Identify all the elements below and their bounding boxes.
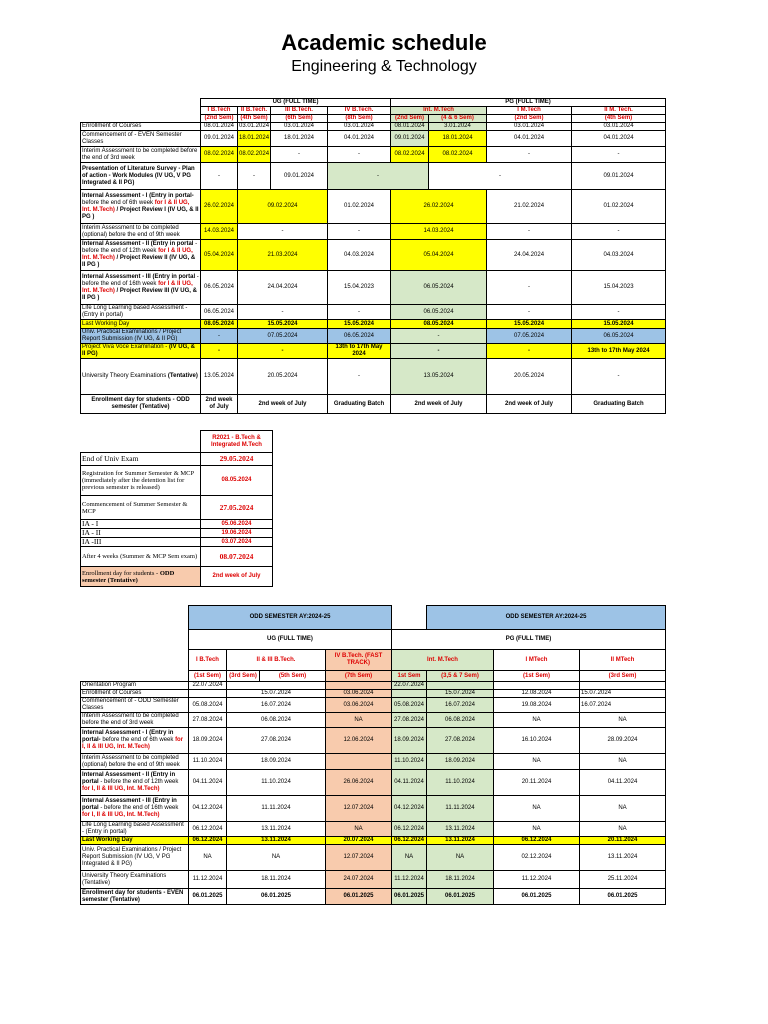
page-title: Academic schedule bbox=[281, 30, 487, 55]
row-label: Project Viva Voce Examination - (IV UG, & II PG) bbox=[81, 344, 201, 359]
cell: 18.11.2024 bbox=[227, 871, 326, 889]
col-header: II & III B.Tech. bbox=[227, 650, 326, 671]
cell: - bbox=[391, 344, 487, 359]
cell: NA bbox=[580, 822, 666, 837]
cell: 08.01.2024 bbox=[201, 123, 238, 131]
cell: NA bbox=[494, 822, 580, 837]
cell: 22.07.2024 bbox=[189, 682, 227, 690]
sem-header: 1st Sem bbox=[392, 671, 427, 682]
cell: NA bbox=[326, 713, 392, 728]
cell: 11.10.2024 bbox=[227, 770, 326, 796]
cell: 18.09.2024 bbox=[189, 728, 227, 754]
cell: 08.05.2024 bbox=[391, 320, 487, 329]
cell: 09.01.2024 bbox=[201, 131, 238, 147]
cell: 03.06.2024 bbox=[326, 698, 392, 713]
row-label: Internal Assessment - III (Entry in portal - before the end of 16th week for I, II & III UG, Int. M.Tech) bbox=[81, 796, 189, 822]
cell: - bbox=[572, 147, 666, 163]
cell: 08.02.2024 bbox=[429, 147, 487, 163]
cell: 11.12.2024 bbox=[189, 871, 227, 889]
cell: 03.06.2024 bbox=[326, 690, 392, 698]
cell: 11.10.2024 bbox=[427, 770, 494, 796]
row-label: IA - II bbox=[81, 529, 201, 538]
summer-header: R2021 - B.Tech & Integrated M.Tech bbox=[201, 431, 273, 453]
cell: 12.07.2024 bbox=[326, 845, 392, 871]
cell: 21.02.2024 bbox=[487, 190, 572, 224]
cell: 06.01.2025 bbox=[189, 889, 227, 905]
cell: 15.07.2024 bbox=[427, 690, 494, 698]
sem-header: (2nd Sem) bbox=[201, 115, 238, 123]
cell: 05.04.2024 bbox=[201, 240, 238, 271]
cell: 06.05.2024 bbox=[572, 329, 666, 344]
cell: NA bbox=[494, 713, 580, 728]
cell bbox=[580, 682, 666, 690]
cell: 04.01.2024 bbox=[487, 131, 572, 147]
row-label: Enrollment day for students - ODD semester (Tentative) bbox=[81, 395, 201, 414]
cell: 09.01.2024 bbox=[572, 163, 666, 190]
row-label: Life Long Learning based Assessment - (Entry in portal) bbox=[81, 822, 189, 837]
cell: 20.05.2024 bbox=[238, 359, 328, 395]
col-header: III B.Tech. bbox=[271, 107, 328, 115]
cell: 06.05.2024 bbox=[201, 305, 238, 320]
cell: 06.01.2025 bbox=[227, 889, 326, 905]
cell bbox=[227, 682, 326, 690]
sem-header: (4th Sem) bbox=[238, 115, 271, 123]
cell: NA bbox=[580, 796, 666, 822]
cell: 2nd week of July bbox=[391, 395, 487, 414]
cell: 12.07.2024 bbox=[326, 796, 392, 822]
cell: 24.04.2024 bbox=[238, 271, 328, 305]
cell: 13.11.2024 bbox=[427, 837, 494, 845]
cell: 13.05.2024 bbox=[391, 359, 487, 395]
row-label: Interim Assessment to be completed before the end of 3rd week bbox=[81, 147, 201, 163]
cell: 05.04.2024 bbox=[391, 240, 487, 271]
row-label: Life Long Learning based Assessment - (Entry in portal) bbox=[81, 305, 201, 320]
cell: 16.07.2024 bbox=[427, 698, 494, 713]
col-header: Int. M.Tech bbox=[391, 107, 487, 115]
cell: 13th to 17th May 2024 bbox=[328, 344, 391, 359]
row-label: Commencement of Summer Semester & MCP bbox=[81, 496, 201, 520]
cell: 21.03.2024 bbox=[238, 240, 328, 271]
col-header: IV B.Tech. bbox=[328, 107, 391, 115]
cell: 18.01.2024 bbox=[429, 131, 487, 147]
cell: - bbox=[201, 329, 238, 344]
cell bbox=[326, 682, 392, 690]
cell: 13th to 17th May 2024 bbox=[572, 344, 666, 359]
col-header: I M.Tech bbox=[487, 107, 572, 115]
cell: NA bbox=[494, 754, 580, 770]
row-label: Last Working Day bbox=[81, 837, 189, 845]
cell: 13.11.2024 bbox=[227, 822, 326, 837]
cell: - bbox=[238, 224, 328, 240]
cell: - bbox=[328, 305, 391, 320]
pg-full-time-header: PG (FULL TIME) bbox=[391, 99, 666, 107]
cell: 2nd week of July bbox=[487, 395, 572, 414]
col-header: II MTech bbox=[580, 650, 666, 671]
row-label: Commencement of - ODD Semester Classes bbox=[81, 698, 189, 713]
cell: 25.11.2024 bbox=[580, 871, 666, 889]
cell: - bbox=[391, 329, 487, 344]
row-label: Internal Assessment - II (Entry in portal - before the end of 12th week for I & II UG, Int. M.Tech) / Project Review II (IV UG, & II PG ) bbox=[81, 240, 201, 271]
cell bbox=[326, 754, 392, 770]
cell: 04.12.2024 bbox=[392, 796, 427, 822]
cell: 15.05.2024 bbox=[487, 320, 572, 329]
cell: NA bbox=[227, 845, 326, 871]
cell: 15.04.2023 bbox=[328, 271, 391, 305]
cell: 04.01.2024 bbox=[572, 131, 666, 147]
ug-full-time-header: UG (FULL TIME) bbox=[201, 99, 391, 107]
cell: - bbox=[487, 224, 572, 240]
cell: 08.07.2024 bbox=[201, 547, 273, 567]
row-label: IA - I bbox=[81, 520, 201, 529]
cell: 04.11.2024 bbox=[392, 770, 427, 796]
cell: 04.03.2024 bbox=[328, 240, 391, 271]
row-label: Internal Assessment - II (Entry in portal - before the end of 12th week for I, II & III UG, Int. M.Tech) bbox=[81, 770, 189, 796]
cell bbox=[494, 682, 580, 690]
pg-full-time-header: PG (FULL TIME) bbox=[392, 630, 666, 650]
row-label: Internal Assessment - I (Entry in portal- before the end of 6th week for I, II & III UG, Int. M.Tech) bbox=[81, 728, 189, 754]
row-label: Interim Assessment to be completed before the end of 3rd week bbox=[81, 713, 189, 728]
cell: 14.03.2024 bbox=[391, 224, 487, 240]
cell: 05.08.2024 bbox=[189, 698, 227, 713]
cell: - bbox=[238, 344, 328, 359]
cell: 15.05.2024 bbox=[572, 320, 666, 329]
row-label: After 4 weeks (Summer & MCP Sem exam) bbox=[81, 547, 201, 567]
cell: 15.05.2024 bbox=[328, 320, 391, 329]
row-label: Univ. Practical Examinations / Project Report Submission (IV UG, & II PG) bbox=[81, 329, 201, 344]
cell: 29.05.2024 bbox=[201, 453, 273, 466]
cell: 18.09.2024 bbox=[392, 728, 427, 754]
cell: 06.01.2025 bbox=[580, 889, 666, 905]
cell: 06.12.2024 bbox=[494, 837, 580, 845]
cell: 06.12.2024 bbox=[392, 822, 427, 837]
cell: 27.08.2024 bbox=[227, 728, 326, 754]
cell: 3.01.2024 bbox=[429, 123, 487, 131]
cell: 16.07.2024 bbox=[227, 698, 326, 713]
cell: 06.05.2024 bbox=[201, 271, 238, 305]
cell: 05.06.2024 bbox=[201, 520, 273, 529]
cell: 09.02.2024 bbox=[238, 190, 328, 224]
cell: 06.08.2024 bbox=[427, 713, 494, 728]
cell: 03.01.2024 bbox=[487, 123, 572, 131]
cell: NA bbox=[580, 713, 666, 728]
sem-header: (7th Sem) bbox=[326, 671, 392, 682]
sem-header: (5th Sem) bbox=[260, 671, 326, 682]
cell bbox=[392, 690, 427, 698]
cell: 20.07.2024 bbox=[326, 837, 392, 845]
cell: 27.08.2024 bbox=[189, 713, 227, 728]
cell: 24.07.2024 bbox=[326, 871, 392, 889]
row-label: University Theory Examinations (Tentative) bbox=[81, 359, 201, 395]
cell: 15.05.2024 bbox=[238, 320, 328, 329]
cell: NA bbox=[427, 845, 494, 871]
odd-semester-pg-title: ODD SEMESTER AY:2024-25 bbox=[427, 606, 666, 630]
ug-full-time-header: UG (FULL TIME) bbox=[189, 630, 392, 650]
cell: - bbox=[328, 163, 429, 190]
cell: 20.11.2024 bbox=[494, 770, 580, 796]
cell: 15.04.2023 bbox=[572, 271, 666, 305]
cell: 11.10.2024 bbox=[189, 754, 227, 770]
cell: 2nd week of July bbox=[238, 395, 328, 414]
row-label: Enrollment of Courses bbox=[81, 690, 189, 698]
cell: 06.05.2024 bbox=[391, 271, 487, 305]
cell: 06.01.2025 bbox=[326, 889, 392, 905]
cell: 20.05.2024 bbox=[487, 359, 572, 395]
cell: 18.09.2024 bbox=[227, 754, 326, 770]
cell: 06.05.2024 bbox=[328, 329, 391, 344]
cell: 06.12.2024 bbox=[189, 822, 227, 837]
odd-semester-table bbox=[80, 605, 666, 905]
cell: 16.07.2024 bbox=[580, 698, 666, 713]
cell: 06.01.2025 bbox=[494, 889, 580, 905]
cell: 13.11.2024 bbox=[580, 845, 666, 871]
cell: 2nd week of July bbox=[201, 567, 273, 587]
cell: 03.01.2024 bbox=[239, 123, 270, 129]
cell: - bbox=[328, 359, 391, 395]
cell: 2nd week of July bbox=[201, 395, 238, 414]
sem-header: (2nd Sem) bbox=[487, 115, 572, 123]
cell: 13.11.2024 bbox=[227, 837, 326, 845]
cell: - bbox=[201, 163, 238, 190]
cell: 20.11.2024 bbox=[580, 837, 666, 845]
sem-header: (1st Sem) bbox=[494, 671, 580, 682]
odd-semester-ug-title: ODD SEMESTER AY:2024-25 bbox=[189, 606, 392, 630]
cell: 26.02.2024 bbox=[201, 190, 238, 224]
cell: 12.08.2024 bbox=[494, 690, 580, 698]
cell: 26.06.2024 bbox=[326, 770, 392, 796]
col-header: I MTech bbox=[494, 650, 580, 671]
cell: 06.01.2025 bbox=[427, 889, 494, 905]
cell: 06.12.2024 bbox=[392, 837, 427, 845]
cell: 03.07.2024 bbox=[201, 538, 273, 547]
cell: Graduating Batch bbox=[572, 395, 666, 414]
cell: 15.07.2024 bbox=[227, 690, 326, 698]
col-header: I B.Tech bbox=[189, 650, 227, 671]
cell: 08.01.2024 bbox=[391, 123, 429, 131]
cell: 08.05.2024 bbox=[201, 320, 238, 329]
cell: 02.12.2024 bbox=[494, 845, 580, 871]
cell: 04.01.2024 bbox=[328, 131, 391, 147]
cell: - bbox=[487, 305, 572, 320]
summer-semester-table bbox=[80, 430, 273, 587]
sem-header: (3,5 & 7 Sem) bbox=[427, 671, 494, 682]
cell: - bbox=[328, 224, 391, 240]
cell: 26.02.2024 bbox=[391, 190, 487, 224]
cell: - bbox=[271, 147, 328, 163]
page-subtitle: Engineering & Technology bbox=[291, 58, 477, 75]
cell: 27.05.2024 bbox=[201, 496, 273, 520]
cell: 09.01.2024 bbox=[271, 163, 328, 190]
row-label: IA -III bbox=[81, 538, 201, 547]
cell: 11.12.2024 bbox=[392, 871, 427, 889]
cell: 16.10.2024 bbox=[494, 728, 580, 754]
row-label: Internal Assessment - III (Entry in portal - before the end of 16th week for I & II UG, Int. M.Tech) / Project Review III (IV UG, & II PG ) bbox=[81, 271, 201, 305]
cell: 11.10.2024 bbox=[392, 754, 427, 770]
cell: 14.03.2024 bbox=[201, 224, 238, 240]
row-label: Last Working Day bbox=[81, 320, 201, 329]
cell: 03.01.2024 bbox=[328, 123, 391, 131]
cell: 09.01.2024 bbox=[391, 131, 429, 147]
cell: 18.01.2024 bbox=[271, 131, 328, 147]
cell: 08.02.2024 bbox=[238, 147, 271, 163]
cell: NA bbox=[326, 822, 392, 837]
cell: 19.08.2024 bbox=[494, 698, 580, 713]
cell: NA bbox=[494, 796, 580, 822]
row-label: University Theory Examinations (Tentative) bbox=[81, 871, 189, 889]
col-header: I B.Tech bbox=[201, 107, 238, 115]
col-header: II M. Tech. bbox=[572, 107, 666, 115]
cell: 18.01.2024 bbox=[238, 131, 271, 147]
cell: - bbox=[238, 305, 328, 320]
cell: 18.09.2024 bbox=[427, 754, 494, 770]
cell: 07.05.2024 bbox=[487, 329, 572, 344]
sem-header: (6th Sem) bbox=[271, 115, 328, 123]
row-label: Commencement of - EVEN Semester Classes bbox=[81, 131, 201, 147]
cell: - bbox=[201, 344, 238, 359]
cell: NA bbox=[392, 845, 427, 871]
sem-header: (2nd Sem) bbox=[391, 115, 429, 123]
col-header: II B.Tech. bbox=[238, 107, 271, 115]
cell: 06.12.2024 bbox=[189, 837, 227, 845]
cell: - bbox=[572, 359, 666, 395]
cell: 06.08.2024 bbox=[227, 713, 326, 728]
even-semester-table bbox=[80, 98, 666, 414]
row-label: Interim Assessment to be completed (optional) before the end of 9th week bbox=[81, 754, 189, 770]
cell: - bbox=[572, 305, 666, 320]
cell: 08.05.2024 bbox=[201, 466, 273, 496]
cell: - bbox=[487, 344, 572, 359]
sem-header: (1st Sem) bbox=[189, 671, 227, 682]
cell: 13.11.2024 bbox=[427, 822, 494, 837]
row-label: Registration for Summer Semester & MCP (immediately after the detention list for previous semester is released) bbox=[81, 466, 201, 496]
cell: 04.12.2024 bbox=[189, 796, 227, 822]
sem-header: (4th Sem) bbox=[572, 115, 666, 123]
row-label: Interim Assessment to be completed (optional) before the end of 9th week bbox=[81, 224, 201, 240]
row-label: End of Univ Exam bbox=[81, 453, 201, 466]
cell: 24.04.2024 bbox=[487, 240, 572, 271]
cell: - bbox=[487, 147, 572, 163]
cell: 11.12.2024 bbox=[494, 871, 580, 889]
cell: 18.11.2024 bbox=[427, 871, 494, 889]
row-label: Presentation of Literature Survey - Plan of action - Work Modules (IV UG, V PG Integrated & II PG) bbox=[81, 163, 201, 190]
cell: 11.11.2024 bbox=[427, 796, 494, 822]
cell: 07.05.2024 bbox=[238, 329, 328, 344]
cell: 08.02.2024 bbox=[391, 147, 429, 163]
row-label: Orientation Program bbox=[81, 682, 189, 690]
cell: 08.02.2024 bbox=[201, 147, 238, 163]
col-header: IV B.Tech. (FAST TRACK) bbox=[326, 650, 392, 671]
cell: 06.01.2025 bbox=[392, 889, 427, 905]
cell: 01.02.2024 bbox=[572, 190, 666, 224]
row-label: Univ. Practical Examinations / Project Report Submission (IV UG, V PG Integrated & II PG) bbox=[81, 845, 189, 871]
cell: 27.08.2024 bbox=[392, 713, 427, 728]
cell: - bbox=[328, 147, 391, 163]
cell: 27.08.2024 bbox=[427, 728, 494, 754]
cell: 12.06.2024 bbox=[326, 728, 392, 754]
row-label: Enrollment of Courses bbox=[81, 123, 201, 131]
cell bbox=[189, 690, 227, 698]
row-label: Enrollment day for students - ODD semester (Tentative) bbox=[81, 567, 201, 587]
cell: 03.01.2024 bbox=[572, 123, 666, 131]
cell: 04.11.2024 bbox=[580, 770, 666, 796]
row-label: Enrollment day for students - EVEN semester (Tentative) bbox=[81, 889, 189, 905]
cell: 03.01.2024 bbox=[271, 123, 328, 131]
cell: Graduating Batch bbox=[328, 395, 391, 414]
col-header: Int. M.Tech bbox=[392, 650, 494, 671]
cell bbox=[427, 682, 494, 690]
cell: 06.05.2024 bbox=[391, 305, 487, 320]
cell: 04.03.2024 bbox=[572, 240, 666, 271]
cell: - bbox=[572, 224, 666, 240]
cell: - bbox=[429, 163, 572, 190]
cell: 28.09.2024 bbox=[580, 728, 666, 754]
cell: 13.05.2024 bbox=[201, 359, 238, 395]
sem-header: (8th Sem) bbox=[328, 115, 391, 123]
cell: - bbox=[487, 271, 572, 305]
sem-header: (4 & 6 Sem) bbox=[429, 115, 487, 123]
row-label: Internal Assessment - I (Entry in portal- before the end of 6th week for I & II UG, Int. M.Tech) / Project Review I (IV UG, & II PG ) bbox=[81, 190, 201, 224]
sem-header: (3rd Sem) bbox=[580, 671, 666, 682]
cell: 01.02.2024 bbox=[328, 190, 391, 224]
cell: 05.08.2024 bbox=[392, 698, 427, 713]
cell: 11.11.2024 bbox=[227, 796, 326, 822]
cell: 22.07.2024 bbox=[392, 682, 427, 690]
cell: 15.07.2024 bbox=[580, 690, 666, 698]
cell: NA bbox=[580, 754, 666, 770]
sem-header: (3rd Sem) bbox=[227, 671, 260, 682]
cell: NA bbox=[189, 845, 227, 871]
cell: - bbox=[238, 163, 271, 190]
cell: 19.06.2024 bbox=[201, 529, 273, 538]
cell: 04.11.2024 bbox=[189, 770, 227, 796]
